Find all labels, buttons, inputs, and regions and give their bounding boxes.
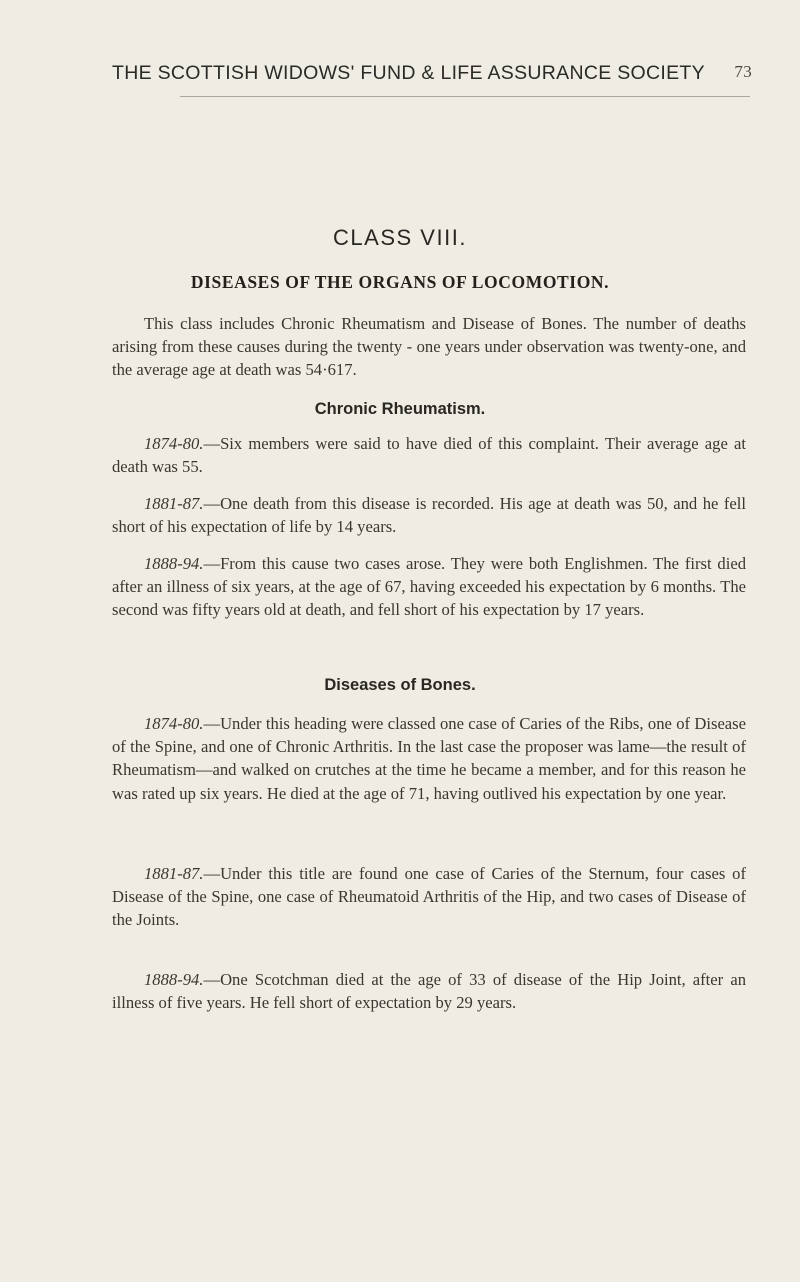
period-label: 1888-94. <box>144 554 204 573</box>
paragraph-text: —Under this title are found one case of Caries of the Sternum, four cases of Disease of the Spine, one case of Rheumatoid Arthritis of the Hip, and two cases of Disease of the Joints. <box>112 864 746 930</box>
running-title: THE SCOTTISH WIDOWS' FUND & LIFE ASSURANCE SOCIETY <box>112 62 705 84</box>
paragraph-chronic-rheumatism-1888 <box>112 552 746 622</box>
intro-block <box>112 312 746 382</box>
paragraph-chronic-rheumatism-1874 <box>112 432 746 478</box>
chapter-title: DISEASES OF THE ORGANS OF LOCOMOTION. <box>190 272 610 292</box>
paragraph-text: —One death from this disease is recorded. His age at death was 50, and he fell short of his expectation of life by 14 years. <box>112 494 746 537</box>
period-label: 1888-94. <box>144 970 204 989</box>
paragraph-text: —One Scotchman died at the age of 33 of disease of the Hip Joint, after an illness of five years. He fell short of expectation by 29 years. <box>112 970 746 1013</box>
section-heading-diseases-of-bones: Diseases of Bones. <box>324 676 476 694</box>
paragraph-chronic-rheumatism-1881 <box>112 492 746 538</box>
paragraph-text: —Six members were said to have died of this complaint. Their average age at death was 55. <box>112 434 746 477</box>
paragraph-bones-1874 <box>112 712 746 805</box>
chronic-rheumatism-1881-block <box>112 492 746 538</box>
class-title: CLASS VIII. <box>333 225 467 250</box>
paragraph-bones-1888 <box>112 968 746 1014</box>
period-label: 1881-87. <box>144 864 204 883</box>
period-label: 1874-80. <box>144 714 204 733</box>
bones-1888-block <box>112 968 746 1014</box>
page-number: 73 <box>734 62 752 81</box>
period-label: 1874-80. <box>144 434 204 453</box>
intro-paragraph: This class includes Chronic Rheumatism and Disease of Bones. The number of deaths arising from these causes during the twenty - one years under observation was twenty-one, and the average age at death was 54·617. <box>112 314 746 380</box>
bones-1874-block <box>112 712 746 805</box>
paragraph-text: —From this cause two cases arose. They were both Englishmen. The first died after an illness of six years, at the age of 67, having exceeded his expectation by 6 months. The second was fifty years old at death, and fell short of his expectation by 17 years. <box>112 554 746 620</box>
chronic-rheumatism-1874-block <box>112 432 746 478</box>
header-rule <box>180 96 750 97</box>
period-label: 1881-87. <box>144 494 204 513</box>
paragraph-bones-1881 <box>112 862 746 932</box>
chronic-rheumatism-1888-block <box>112 552 746 622</box>
section-heading-chronic-rheumatism: Chronic Rheumatism. <box>314 400 486 418</box>
paragraph-text: —Under this heading were classed one case of Caries of the Ribs, one of Disease of the Spine, and one of Chronic Arthritis. In the last case the proposer was lame—the result of Rheumatism—and walked on crutches at the time he became a member, and for this reason he was rated up six years. He died at the age of 71, having outlived his expectation by one year. <box>112 714 746 803</box>
bones-1881-block <box>112 862 746 932</box>
